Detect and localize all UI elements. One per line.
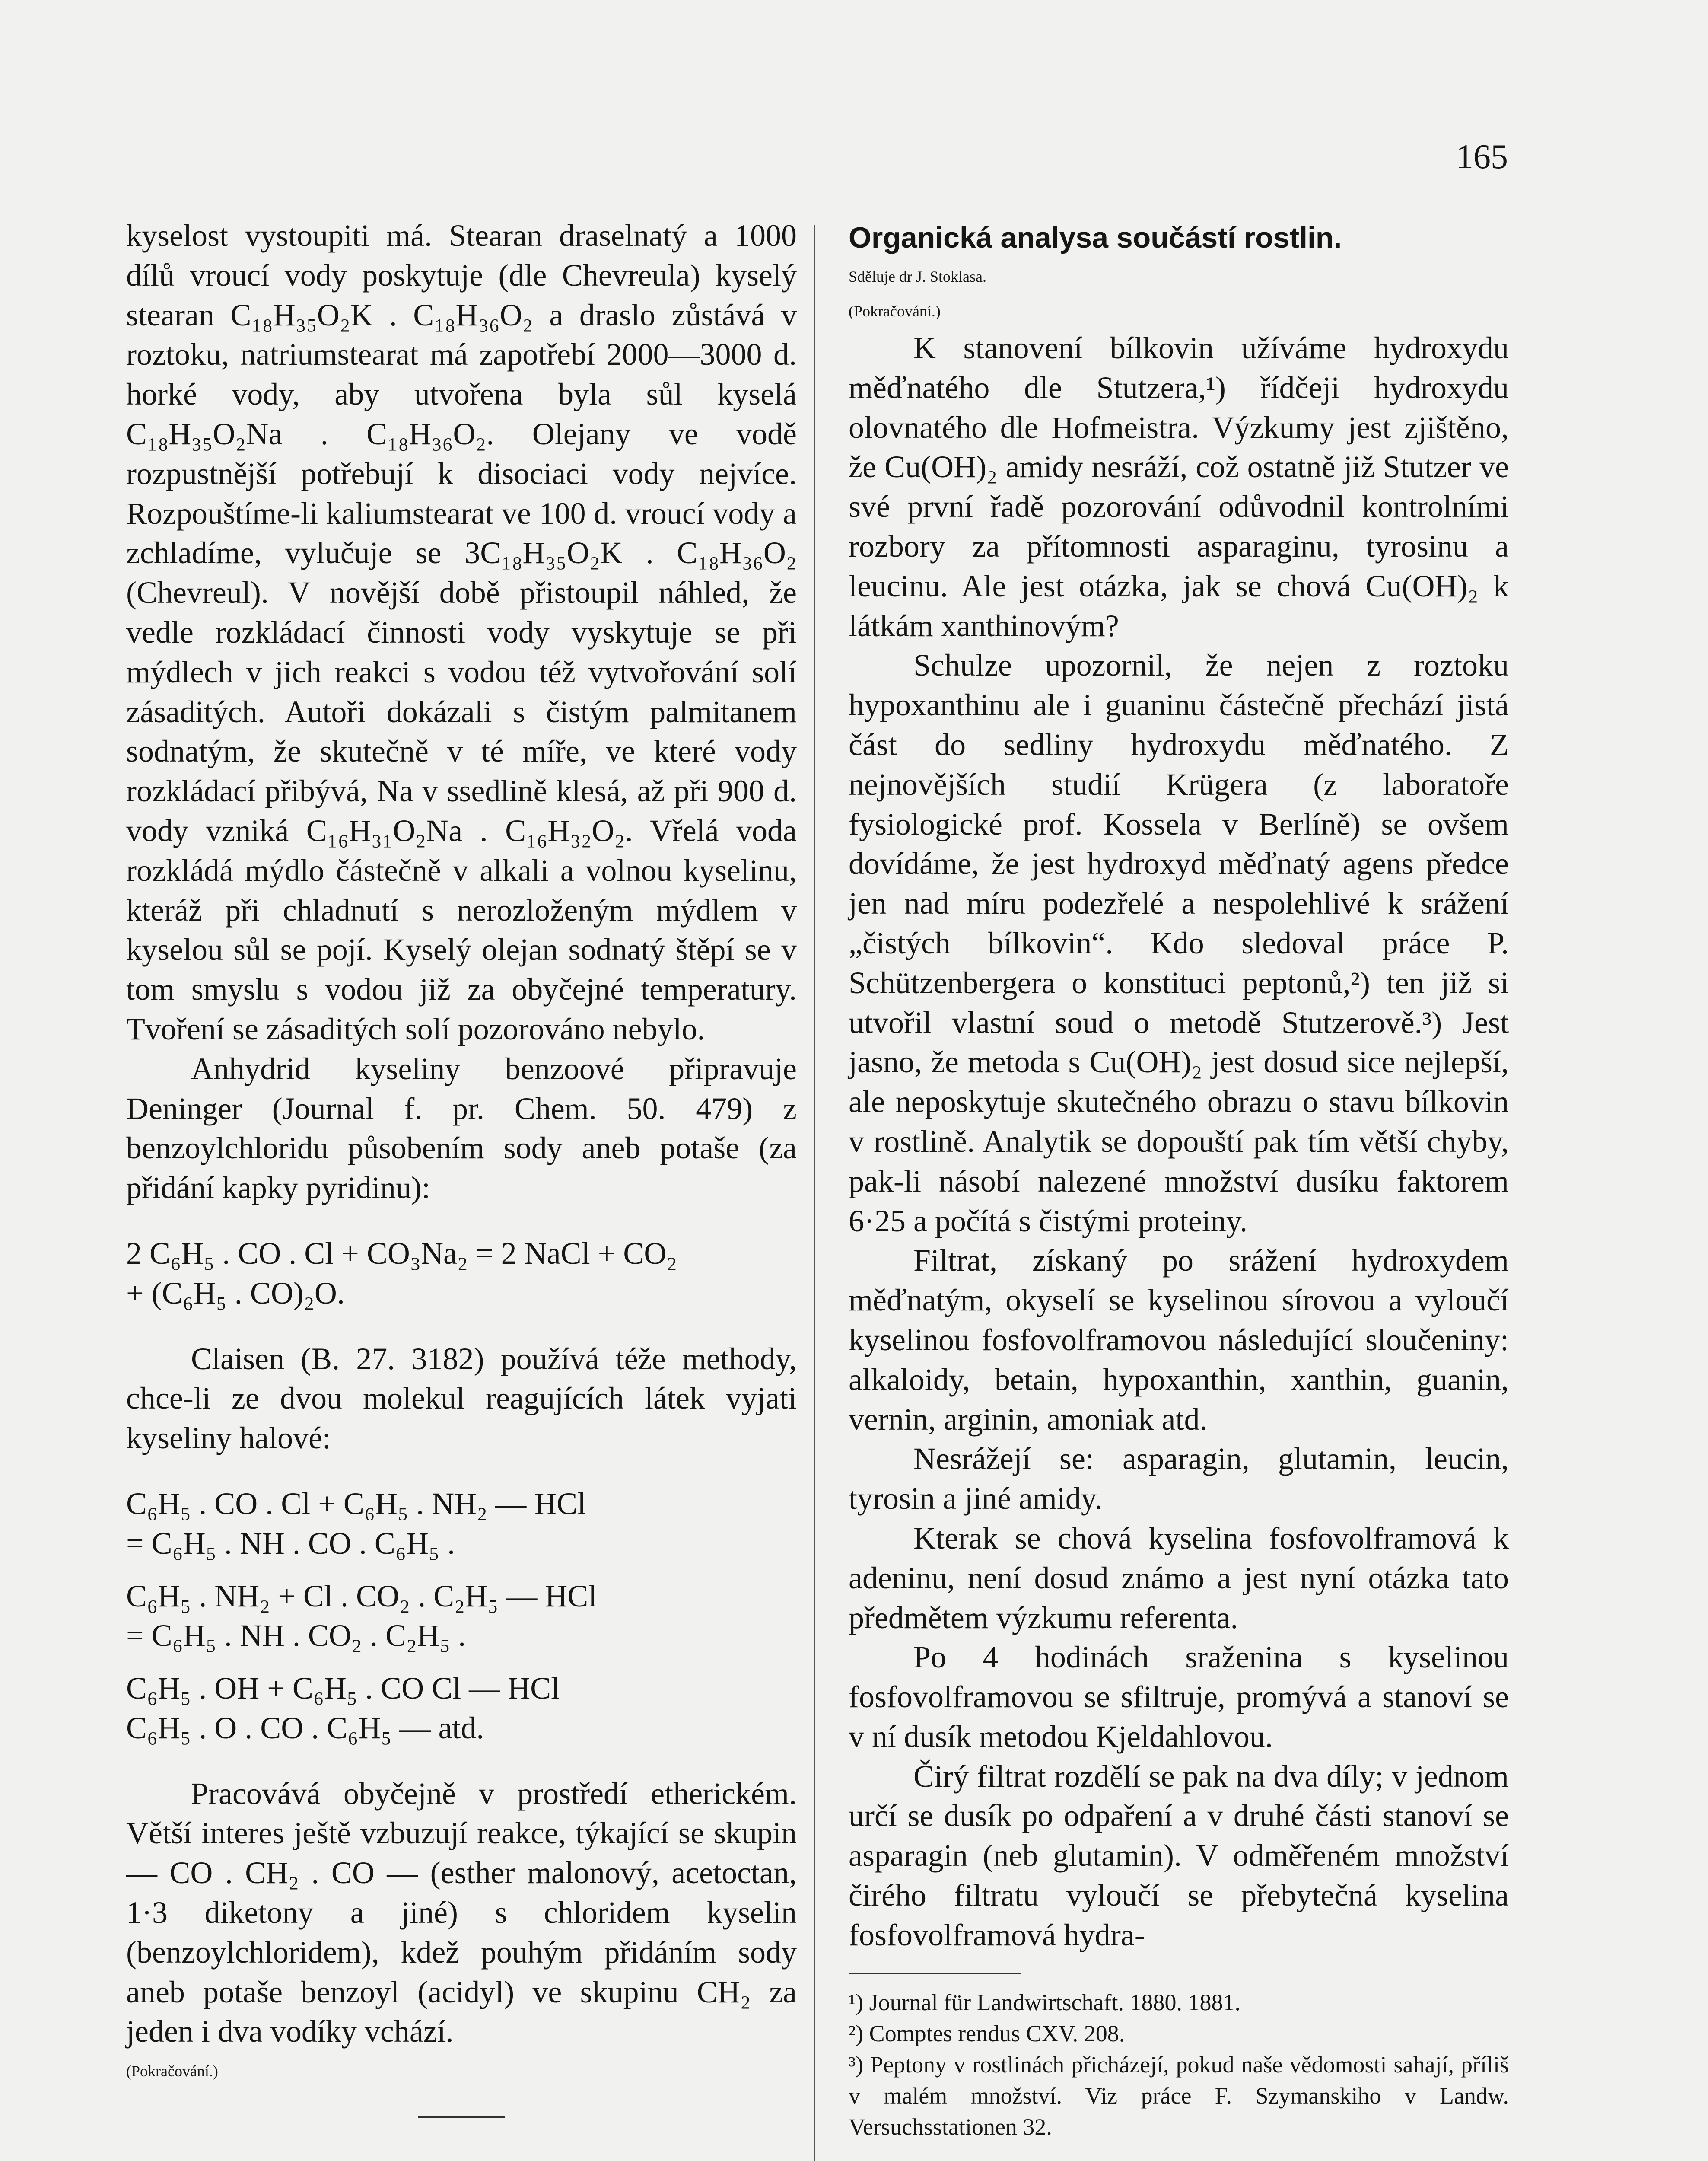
equation: 2 C₆H₅ . CO . Cl + CO₃Na₂ = 2 NaCl + CO₂ [126, 1236, 677, 1271]
paragraph: Schulze upozornil, že nejen z roztoku hypoxanthinu ale i guaninu částečně přechází jistá část do sedliny hydroxydu měďnatého. Z nejnovějších studií Krügera (z laboratoře fysiologické prof. Kossela v Berlíně) se ovšem dovídáme, že jest hydroxyd měďnatý agens předce jen nad míru podezřelé a nespolehlivé k srážení „čistých bílkovin“. Kdo sledoval práce P. Schützenbergera o konstituci peptonů,²) ten již si utvořil vlastní soud o metodě Stutzerově.³) Jest jasno, že metoda s Cu(OH)₂ jest dosud sice nejlepší, ale neposkytuje skutečného obrazu o stavu bílkovin v rostlině. Analytik se dopouští pak tím větší chyby, pak-li násobí nalezené množství dusíku faktorem 6·25 a počítá s čistými proteiny. [849, 648, 1509, 1238]
paragraph: K stanovení bílkovin užíváme hydroxydu měďnatého dle Stutzera,¹) řídčeji hydroxydu olovnatého dle Hofmeistra. Výzkumy jest zjištěno, že Cu(OH)₂ amidy nesráží, což ostatně již Stutzer ve své první řadě pozorování odůvodnil kontrolními rozbory za přítomnosti asparaginu, tyrosinu a leucinu. Ale jest otázka, jak se chová Cu(OH)₂ k látkám xanthinovým? [849, 331, 1509, 643]
paragraph: kyselost vystoupiti má. Stearan draselnatý a 1000 dílů vroucí vody poskytuje (dle Chevreula) kyselý stearan C₁₈H₃₅O₂K . C₁₈H₃₆O₂ a draslo zůstává v roztoku, natriumstearat má zapotřebí 2000—3000 d. horké vody, aby utvořena byla sůl kyselá C₁₈H₃₅O₂Na . C₁₈H₃₆O₂. Olejany ve vodě rozpustnější potřebují k disociaci vody nejvíce. Rozpouštíme-li kaliumstearat ve 100 d. vroucí vody a zchladíme, vylučuje se 3C₁₈H₃₅O₂K . C₁₈H₃₆O₂ (Chevreul). V novější době přistoupil náhled, že vedle rozkládací činnosti vody vyskytuje se při mýdlech v jich reakci s vodou též vytvořování solí zásaditých. Autoři dokázali s čistým palmitanem sodnatým, že skutečně v té míře, ve které vody rozkládací přibývá, Na v ssedlině klesá, až při 900 d. vody vzniká C₁₆H₃₁O₂Na . C₁₆H₃₂O₂. Vřelá voda rozkládá mýdlo částečně v alkali a volnou kyselinu, kteráž při chladnutí s nerozloženým mýdlem v kyselou sůl se pojí. Kyselý olejan sodnatý štěpí se v tom smyslu s vodou již za obyčejné temperatury. Tvoření se zásaditých solí pozorováno nebylo. [126, 218, 797, 1046]
equation: C₆H₅ . CO . Cl + C₆H₅ . NH₂ — HCl [126, 1486, 586, 1521]
end-rule [418, 2116, 505, 2118]
footnote: ²) Comptes rendus CXV. 208. [849, 2020, 1125, 2046]
paragraph: Claisen (B. 27. 3182) používá téže methody, chce-li ze dvou molekul reagujících látek vyjati kyseliny halové: [126, 1341, 797, 1456]
footnote-rule [849, 1973, 1021, 1974]
continued-note: (Pokračování.) [126, 2062, 218, 2080]
left-column [126, 216, 797, 2118]
paragraph: Filtrat, získaný po srážení hydroxydem měďnatým, okyselí se kyselinou sírovou a vyloučí kyselinou fosfovolframovou následující sloučeniny: alkaloidy, betain, hypoxanthin, xanthin, guanin, vernin, arginin, amoniak atd. [849, 1243, 1509, 1437]
column-divider [814, 225, 815, 2161]
paragraph: Čirý filtrat rozdělí se pak na dva díly; v jednom určí se dusík po odpaření a v druhé části stanoví se asparagin (neb glutamin). V odměřeném množství čirého filtratu vyloučí se přebytečná kyselina fosfovolframová hydra- [849, 1759, 1509, 1952]
paragraph: Anhydrid kyseliny benzoové připravuje Deninger (Journal f. pr. Chem. 50. 479) z benzoylchloridu působením sody aneb potaše (za přidání kapky pyridinu): [126, 1051, 797, 1205]
paragraph: Nesrážejí se: asparagin, glutamin, leucin, tyrosin a jiné amidy. [849, 1441, 1509, 1516]
paragraph: Po 4 hodinách sraženina s kyselinou fosfovolframovou se sfiltruje, promývá a stanoví se v ní dusík metodou Kjeldahlovou. [849, 1640, 1509, 1754]
page-number: 165 [1456, 138, 1508, 176]
equation: C₆H₅ . O . CO . C₆H₅ — atd. [126, 1710, 484, 1745]
paragraph: Pracovává obyčejně v prostředí etherickém. Větší interes ještě vzbuzují reakce, týkající se skupin — CO . CH₂ . CO — (esther malonový, acetoctan, 1·3 diketony a jiné) s chloridem kyselin (benzoylchloridem), kdež pouhým přidáním sody aneb potaše benzoyl (acidyl) ve skupinu CH₂ za jeden i dva vodíky vchází. [126, 1776, 797, 2049]
byline: Sděluje dr J. Stoklasa. [849, 268, 986, 285]
article-title: Organická analysa součástí rostlin. [849, 221, 1342, 254]
equation: = C₆H₅ . NH . CO₂ . C₂H₅ . [126, 1618, 466, 1653]
equation: + (C₆H₅ . CO)₂O. [126, 1275, 345, 1310]
equation: C₆H₅ . OH + C₆H₅ . CO Cl — HCl [126, 1671, 560, 1706]
right-column [849, 216, 1509, 2142]
equation: = C₆H₅ . NH . CO . C₆H₅ . [126, 1526, 455, 1561]
footnote: ¹) Journal für Landwirtschaft. 1880. 1881. [849, 1989, 1240, 2015]
equation: C₆H₅ . NH₂ + Cl . CO₂ . C₂H₅ — HCl [126, 1578, 597, 1613]
paragraph: Kterak se chová kyselina fosfovolframová k adeninu, není dosud známo a jest nyní otázka tato předmětem výzkumu referenta. [849, 1520, 1509, 1635]
continued-note: (Pokračování.) [849, 303, 941, 320]
footnote: ³) Peptony v rostlinách přicházejí, pokud naše vědomosti sahají, příliš v malém množství. Viz práce F. Szymanskiho v Landw. Versuchsstationen 32. [849, 2051, 1509, 2140]
